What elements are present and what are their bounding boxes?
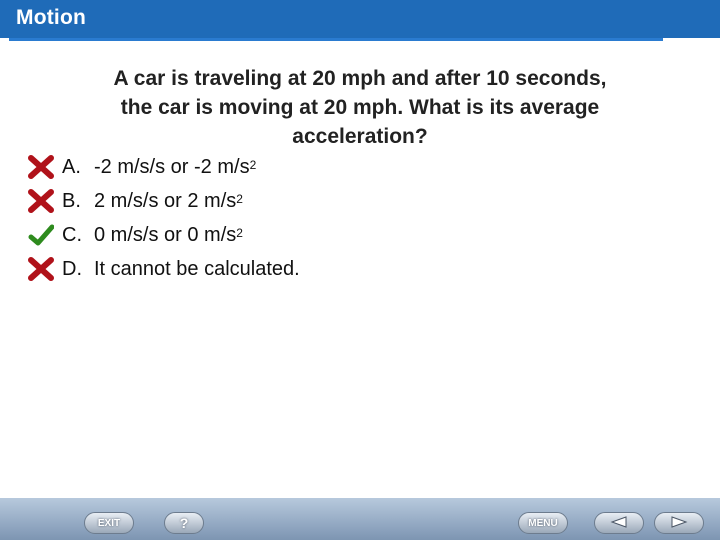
answer-option-b[interactable] [28,184,300,218]
answer-letter: C. [62,223,82,246]
x-icon [28,189,56,213]
answer-text: -2 m/s/s or -2 m/s [94,155,250,178]
answer-option-c[interactable] [28,218,300,252]
answer-letter: D. [62,257,82,280]
question-line-3: acceleration? [292,125,428,148]
next-button[interactable] [654,512,704,534]
answer-list [28,150,300,286]
arrow-right-icon [670,516,688,531]
answer-text: It cannot be calculated. [94,257,300,280]
answer-text: 2 m/s/s or 2 m/s [94,189,237,212]
page-title: Motion [16,6,87,29]
previous-button[interactable] [594,512,644,534]
answer-superscript: 2 [249,158,257,172]
answer-option-d[interactable] [28,252,300,286]
answer-text: 0 m/s/s or 0 m/s [94,223,237,246]
check-icon [28,223,56,247]
menu-button[interactable]: MENU [518,512,568,534]
exit-button[interactable]: EXIT [84,512,134,534]
answer-superscript: 2 [236,226,243,240]
answer-superscript: 2 [236,192,243,206]
header-bar [0,0,720,38]
x-icon [28,155,56,179]
answer-letter: B. [62,189,81,212]
answer-letter: A. [62,155,81,178]
x-icon [28,257,56,281]
answer-option-a[interactable] [28,150,300,184]
question-line-2: the car is moving at 20 mph. What is its average [120,96,600,119]
help-button[interactable]: ? [164,512,204,534]
arrow-left-icon [610,516,628,531]
question-line-1: A car is traveling at 20 mph and after 10 seconds, [113,67,607,90]
question-text [65,64,655,151]
header-underline [9,38,663,41]
